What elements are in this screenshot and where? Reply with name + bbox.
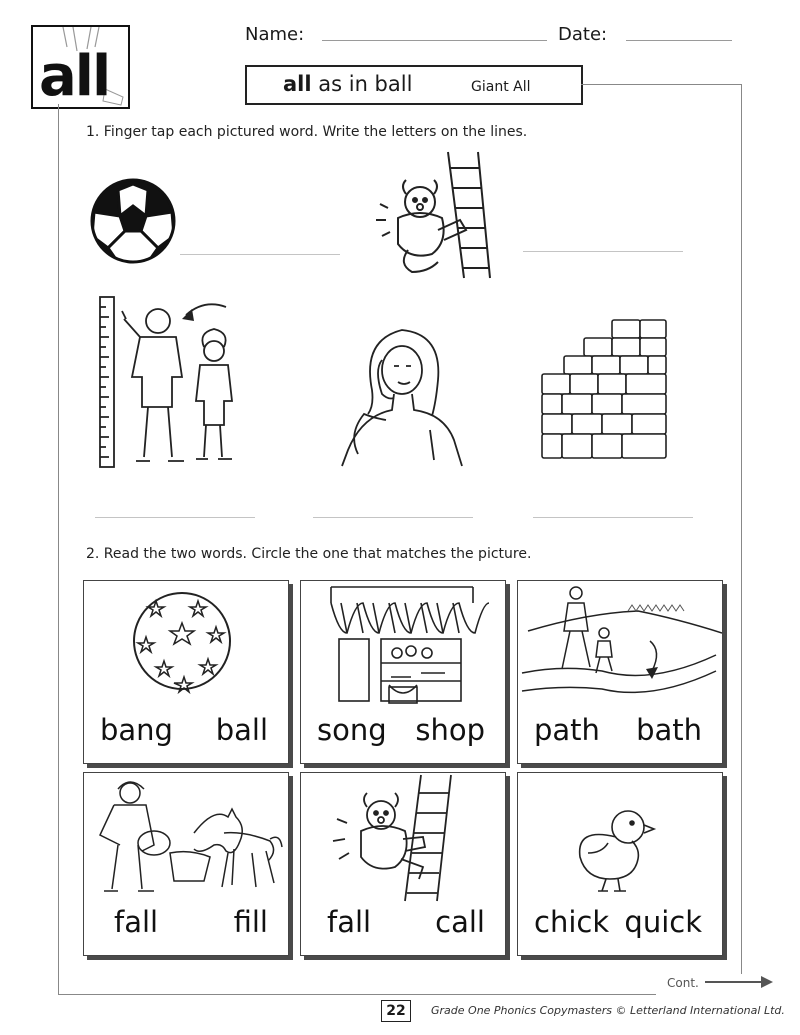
frame-left-border xyxy=(58,104,59,994)
card-2-word-2[interactable]: shop xyxy=(415,713,485,747)
logo-tile xyxy=(31,25,130,109)
card-4-word-2[interactable]: fill xyxy=(233,905,268,939)
page-title xyxy=(283,72,412,96)
woman-on-phone-icon xyxy=(338,320,468,470)
card-2-word-1[interactable]: song xyxy=(317,713,387,747)
date-label: Date: xyxy=(558,24,608,45)
title-rest: as in ball xyxy=(311,72,413,96)
title-subtitle: Giant All xyxy=(471,79,531,95)
card-1-word-1[interactable]: bang xyxy=(100,713,173,747)
clown-ladder-icon xyxy=(301,773,505,903)
card-1-word-2[interactable]: ball xyxy=(215,713,268,747)
card-6-word-1[interactable]: chick xyxy=(534,905,610,939)
name-label: Name: xyxy=(245,24,305,45)
frame-bottom-border xyxy=(58,994,656,995)
answer-card-3 xyxy=(517,580,723,764)
clown-falling-ladder-icon xyxy=(368,150,498,280)
date-line[interactable] xyxy=(626,40,732,41)
footer-credit: Grade One Phonics Copymasters © Letterland International Ltd. xyxy=(431,1004,785,1017)
continued-label: Cont. xyxy=(667,976,699,990)
answer-card-2 xyxy=(300,580,506,764)
answer-line-4[interactable] xyxy=(313,517,473,518)
answer-card-1 xyxy=(83,580,289,764)
answer-card-5 xyxy=(300,772,506,956)
chick-icon xyxy=(518,773,722,903)
tall-short-boys-ruler-icon xyxy=(96,293,246,473)
card-3-word-1[interactable]: path xyxy=(534,713,600,747)
card-3-word-2[interactable]: bath xyxy=(636,713,702,747)
instruction-2: 2. Read the two words. Circle the one that matches the picture. xyxy=(86,546,532,562)
answer-line-2[interactable] xyxy=(523,251,683,252)
answer-line-3[interactable] xyxy=(95,517,255,518)
title-box xyxy=(245,65,583,105)
shop-awning-icon xyxy=(301,581,505,711)
frame-top-border xyxy=(581,84,741,85)
man-boy-path-icon xyxy=(518,581,722,711)
card-5-word-2[interactable]: call xyxy=(435,905,485,939)
title-bold: all xyxy=(283,72,312,96)
card-4-word-1[interactable]: fall xyxy=(114,905,159,939)
brick-wall-icon xyxy=(538,318,670,466)
name-line[interactable] xyxy=(322,40,547,41)
answer-card-4 xyxy=(83,772,289,956)
answer-line-1[interactable] xyxy=(180,254,340,255)
soccer-ball-icon xyxy=(88,176,178,266)
logo-word: all xyxy=(39,44,110,109)
card-6-word-2[interactable]: quick xyxy=(624,905,702,939)
arrow-right-icon xyxy=(705,975,775,989)
card-5-word-1[interactable]: fall xyxy=(327,905,372,939)
frame-right-border xyxy=(741,84,742,974)
firefighter-pony-icon xyxy=(84,773,288,903)
answer-line-5[interactable] xyxy=(533,517,693,518)
answer-card-6 xyxy=(517,772,723,956)
star-ball-icon xyxy=(84,581,288,711)
instruction-1: 1. Finger tap each pictured word. Write the letters on the lines. xyxy=(86,124,528,140)
page-number: 22 xyxy=(381,1000,411,1022)
